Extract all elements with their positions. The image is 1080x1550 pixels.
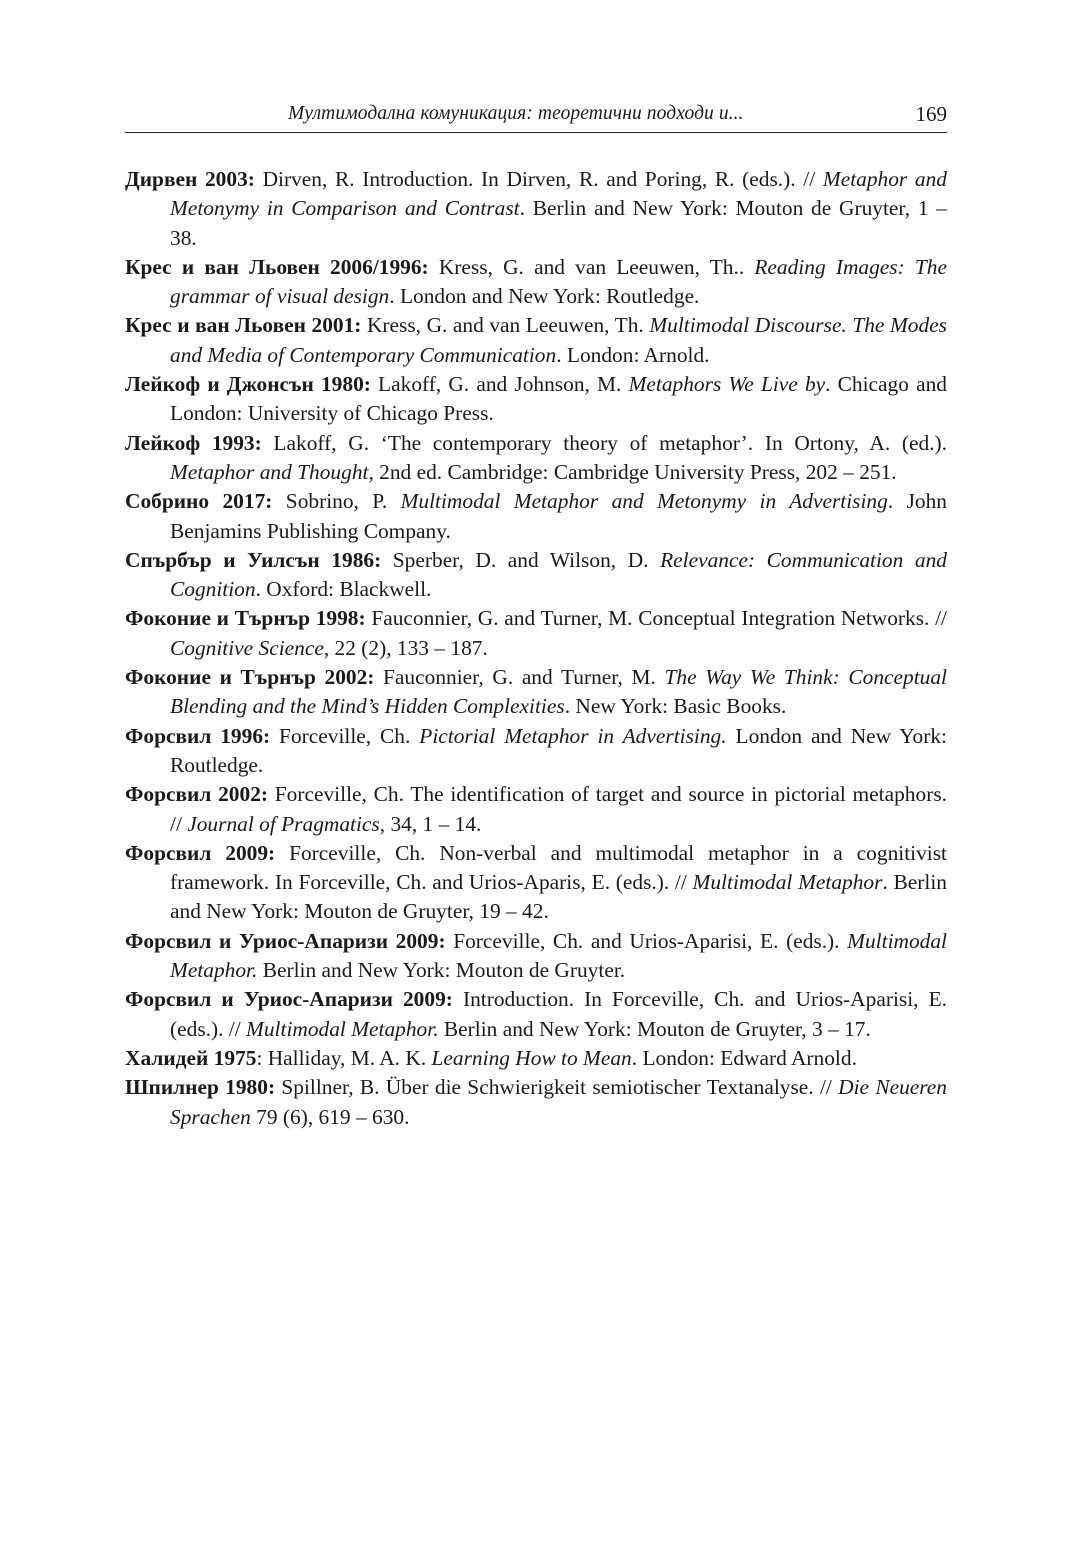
reference-title: Metaphor and Thought,: [170, 459, 374, 484]
reference-key: Лейкоф 1993:: [125, 430, 262, 455]
reference-entry: [125, 839, 947, 927]
reference-entry: [125, 429, 947, 488]
reference-entry: [125, 1073, 947, 1132]
reference-text: Sobrino, P.: [272, 489, 401, 514]
reference-text: . Berlin and New York: Mouton de Gruyter, 19 – 42.: [170, 870, 947, 924]
reference-text: . London: Arnold.: [556, 342, 710, 367]
reference-entry: [125, 370, 947, 429]
reference-text: Introduction. In Forceville, Ch. and Urios-Aparisi, E. (eds.). //: [170, 987, 947, 1041]
reference-title: Multimodal Metaphor.: [170, 928, 947, 983]
reference-entry: [125, 927, 947, 986]
reference-text: , 34, 1 – 14.: [379, 811, 482, 836]
reference-entry: [125, 780, 947, 839]
reference-key: Дирвен 2003:: [125, 167, 255, 191]
reference-key: Форсвил 1996:: [125, 723, 271, 748]
reference-key: Крес и ван Льовен 2001:: [125, 313, 362, 338]
reference-text: Spillner, B. Über die Schwierigkeit semiotischer Textanalyse. //: [275, 1075, 839, 1100]
reference-title: Die Neueren Sprachen: [170, 1075, 947, 1129]
page-number: 169: [915, 102, 947, 126]
reference-key: Лейкоф и Джонсън 1980:: [125, 372, 371, 397]
reference-title: The Way We Think: Conceptual Blending and the Mind’s Hidden Complexities: [170, 665, 947, 719]
reference-entry: [125, 722, 947, 781]
reference-text: . Chicago and London: University of Chicago Press.: [170, 372, 947, 426]
reference-entry: [125, 487, 947, 546]
reference-title: Multimodal Metaphor: [692, 870, 883, 895]
reference-text: Forceville, Ch.: [270, 723, 420, 748]
reference-entry: [125, 311, 947, 370]
reference-text: London and New York: Routledge.: [170, 723, 947, 777]
bibliography-list: [125, 165, 947, 1132]
reference-key: Халидей 1975: [125, 1045, 257, 1070]
reference-title: Learning How to Mean: [431, 1045, 632, 1070]
reference-key: Фоконие и Търнър 1998:: [125, 606, 366, 631]
reference-text: . London and New York: Routledge.: [389, 284, 700, 309]
reference-text: Fauconnier, G. and Turner, M.: [374, 665, 665, 690]
reference-text: Forceville, Ch. Non-verbal and multimodal metaphor in a cognitivist framework. In Forceville, Ch. and Urios-Aparis, E. (eds.). //: [170, 840, 948, 895]
reference-key: Форсвил и Уриос-Апаризи 2009:: [125, 987, 453, 1012]
reference-text: Berlin and New York: Mouton de Gruyter.: [257, 958, 626, 983]
reference-text: Lakoff, G. ‘The contemporary theory of metaphor’. In Ortony, A. (ed.).: [261, 430, 948, 455]
reference-title: Relevance: Communication and Cognition: [170, 547, 947, 602]
reference-text: Forceville, Ch. and Urios-Aparisi, E. (eds.).: [445, 928, 848, 953]
reference-entry: [125, 546, 947, 605]
page-header: [125, 100, 947, 133]
reference-text: . Oxford: Blackwell.: [255, 577, 432, 602]
reference-title: Multimodal Discourse. The Modes and Media of Contemporary Communication: [170, 313, 947, 367]
reference-title: Cognitive Science: [170, 635, 324, 660]
reference-title: Multimodal Metaphor.: [246, 1016, 439, 1041]
reference-text: Sperber, D. and Wilson, D.: [381, 547, 661, 572]
reference-text: Dirven, R. Introduction. In Dirven, R. and Poring, R. (eds.). //: [254, 167, 823, 191]
reference-key: Форсвил 2009:: [125, 840, 276, 865]
reference-entry: [125, 253, 947, 312]
reference-text: Lakoff, G. and Johnson, M.: [370, 372, 629, 397]
reference-key: Фоконие и Търнър 2002:: [125, 665, 375, 690]
reference-title: Metaphor and Metonymy in Comparison and Contrast: [170, 167, 947, 221]
reference-key: Собрино 2017:: [125, 489, 273, 514]
reference-title: Multimodal Metaphor and Metonymy in Advertising: [400, 489, 888, 514]
reference-key: Форсвил 2002:: [125, 782, 269, 807]
reference-key: Шпилнер 1980:: [125, 1075, 276, 1100]
reference-text: . New York: Basic Books.: [564, 694, 787, 719]
reference-entry: [125, 165, 947, 253]
reference-text: Kress, G. and van Leeuwen, Th..: [428, 254, 755, 279]
reference-key: Спърбър и Уилсън 1986:: [125, 547, 382, 572]
reference-text: . John Benjamins Publishing Company.: [170, 489, 947, 543]
reference-title: Pictorial Metaphor in Advertising.: [419, 723, 727, 748]
reference-title: Reading Images: The grammar of visual design: [170, 254, 947, 309]
running-title: Мултимодална комуникация: теоретични подходи и...: [288, 103, 744, 124]
reference-key: Форсвил и Уриос-Апаризи 2009:: [125, 928, 446, 953]
reference-text: Fauconnier, G. and Turner, M. Conceptual Integration Networks. //: [365, 606, 947, 631]
reference-text: : Halliday, M. A. K.: [256, 1045, 432, 1070]
reference-entry: [125, 1044, 947, 1073]
reference-entry: [125, 604, 947, 663]
reference-entry: [125, 663, 947, 722]
reference-text: Forceville, Ch. The identification of target and source in pictorial metaphors. //: [170, 782, 947, 836]
reference-text: . Berlin and New York: Mouton de Gruyter, 1 – 38.: [170, 196, 947, 250]
reference-text: , 22 (2), 133 – 187.: [323, 635, 488, 660]
reference-text: 79 (6), 619 – 630.: [250, 1104, 410, 1129]
reference-text: 2nd ed. Cambridge: Cambridge University Press, 202 – 251.: [373, 459, 897, 484]
reference-text: Kress, G. and van Leeuwen, Th.: [361, 313, 650, 338]
reference-key: Крес и ван Льовен 2006/1996:: [125, 254, 429, 279]
reference-text: Berlin and New York: Mouton de Gruyter, 3 – 17.: [438, 1016, 871, 1041]
reference-entry: [125, 985, 947, 1044]
reference-title: Journal of Pragmatics: [187, 811, 380, 836]
reference-title: Metaphors We Live by: [628, 372, 826, 397]
reference-text: . London: Edward Arnold.: [631, 1045, 857, 1070]
